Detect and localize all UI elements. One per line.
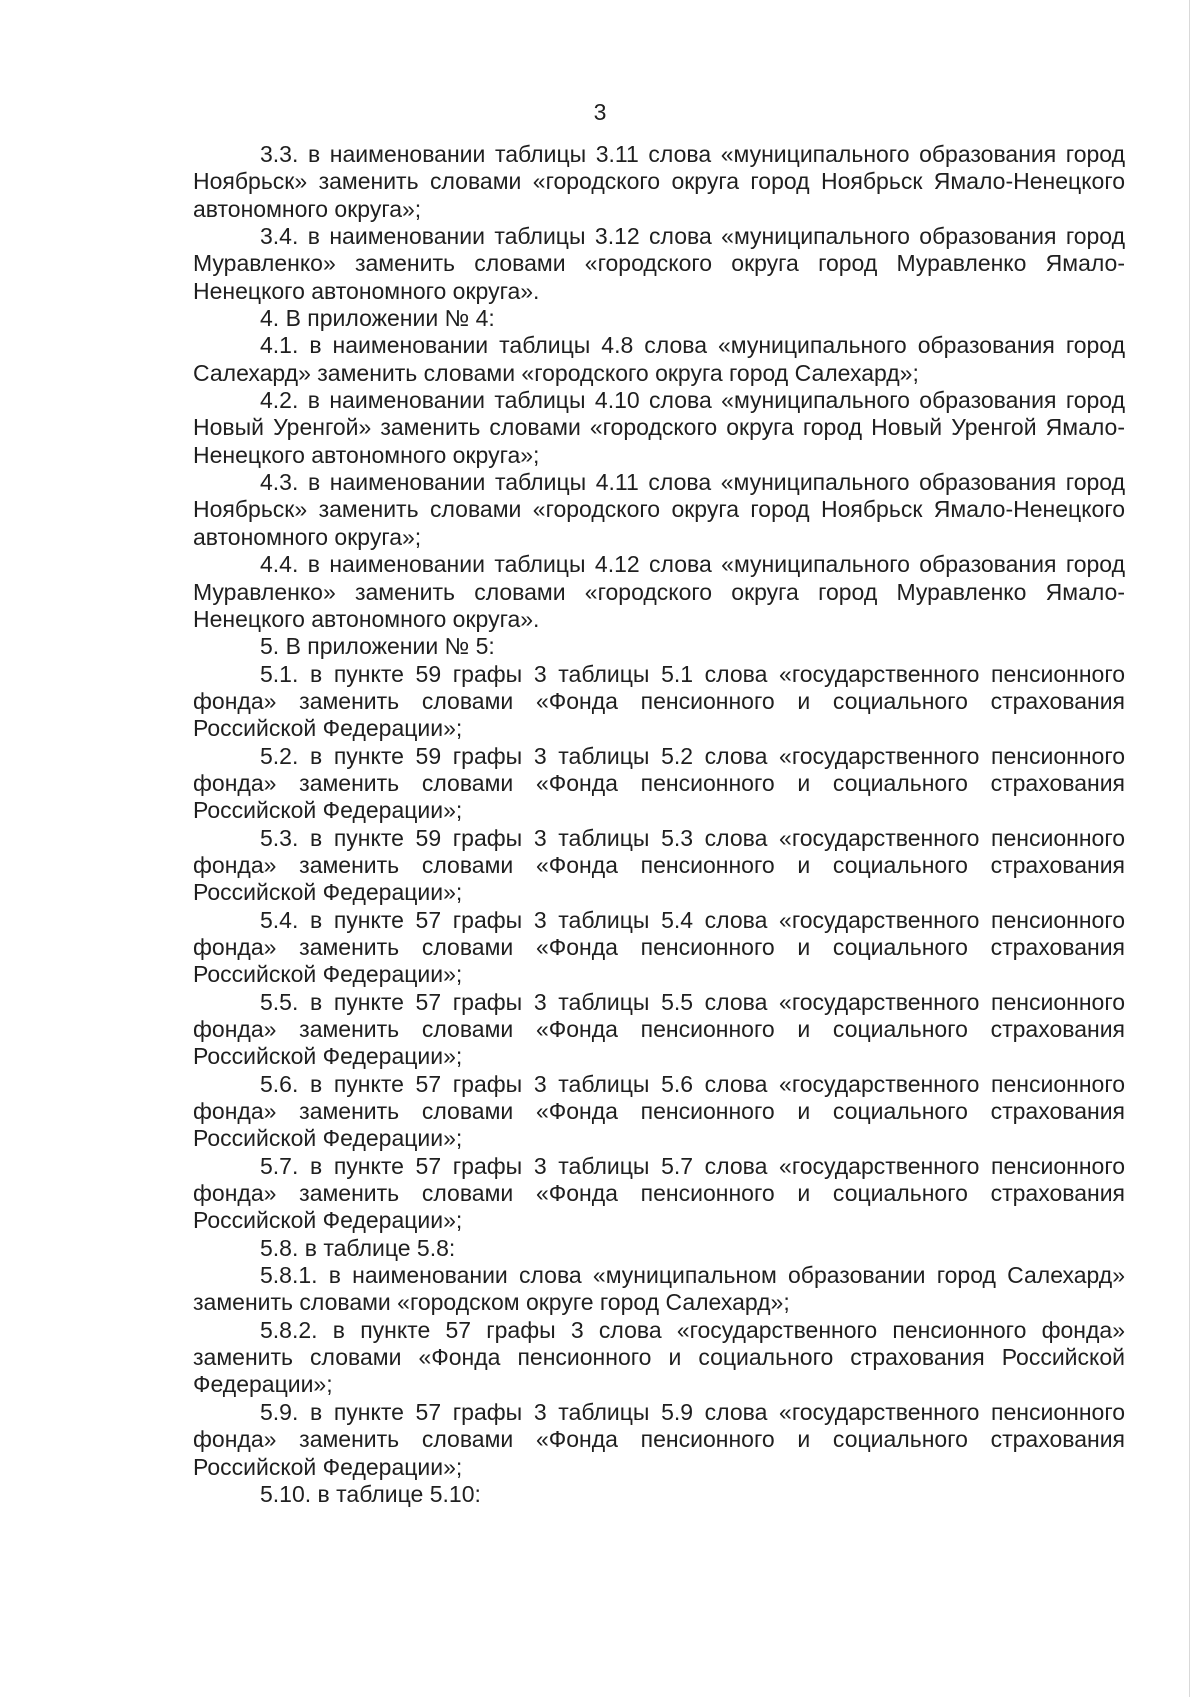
paragraph-4-2: 4.2. в наименовании таблицы 4.10 слова «муниципального образования город Новый Уренгой» заменить словами «городского округа город Новый Уренгой Ямало-Ненецкого автономного округа»; bbox=[193, 387, 1125, 468]
paragraph-5-8-1: 5.8.1. в наименовании слова «муниципальном образовании город Салехард» заменить словами «городском округе город Салехард»; bbox=[193, 1262, 1125, 1316]
paragraph-5-8-2: 5.8.2. в пункте 57 графы 3 слова «государственного пенсионного фонда» заменить словами «Фонда пенсионного и социального страхования Российской Федерации»; bbox=[193, 1316, 1125, 1398]
paragraph-4-1: 4.1. в наименовании таблицы 4.8 слова «муниципального образования город Салехард» заменить словами «городского округа город Салехард»; bbox=[193, 332, 1125, 386]
paragraph-4-3: 4.3. в наименовании таблицы 4.11 слова «муниципального образования город Ноябрьск» заменить словами «городского округа город Ноябрьск Ямало-Ненецкого автономного округа»; bbox=[193, 469, 1125, 550]
paragraph-5-1: 5.1. в пункте 59 графы 3 таблицы 5.1 слова «государственного пенсионного фонда» заменить словами «Фонда пенсионного и социального страхования Российской Федерации»; bbox=[193, 660, 1125, 742]
paragraph-5-6: 5.6. в пункте 57 графы 3 таблицы 5.6 слова «государственного пенсионного фонда» заменить словами «Фонда пенсионного и социального страхования Российской Федерации»; bbox=[193, 1070, 1125, 1152]
paragraph-5: 5. В приложении № 5: bbox=[260, 633, 495, 660]
paragraph-5-2: 5.2. в пункте 59 графы 3 таблицы 5.2 слова «государственного пенсионного фонда» заменить словами «Фонда пенсионного и социального страхования Российской Федерации»; bbox=[193, 742, 1125, 824]
paragraph-5-5: 5.5. в пункте 57 графы 3 таблицы 5.5 слова «государственного пенсионного фонда» заменить словами «Фонда пенсионного и социального страхования Российской Федерации»; bbox=[193, 988, 1125, 1070]
paragraph-5-8: 5.8. в таблице 5.8: bbox=[260, 1234, 456, 1261]
paragraph-5-4: 5.4. в пункте 57 графы 3 таблицы 5.4 слова «государственного пенсионного фонда» заменить словами «Фонда пенсионного и социального страхования Российской Федерации»; bbox=[193, 906, 1125, 988]
paragraph-5-9: 5.9. в пункте 57 графы 3 таблицы 5.9 слова «государственного пенсионного фонда» заменить словами «Фонда пенсионного и социального страхования Российской Федерации»; bbox=[193, 1398, 1125, 1480]
page-edge-divider bbox=[1189, 0, 1190, 1697]
document-body bbox=[193, 141, 1125, 1508]
paragraph-3-3: 3.3. в наименовании таблицы 3.11 слова «муниципального образования город Ноябрьск» заменить словами «городского округа город Ноябрьск Ямало-Ненецкого автономного округа»; bbox=[193, 141, 1125, 222]
paragraph-4-4: 4.4. в наименовании таблицы 4.12 слова «муниципального образования город Муравленко» заменить словами «городского округа город Муравленко Ямало-Ненецкого автономного округа». bbox=[193, 551, 1125, 632]
paragraph-5-10: 5.10. в таблице 5.10: bbox=[260, 1480, 481, 1507]
paragraph-5-7: 5.7. в пункте 57 графы 3 таблицы 5.7 слова «государственного пенсионного фонда» заменить словами «Фонда пенсионного и социального страхования Российской Федерации»; bbox=[193, 1152, 1125, 1234]
paragraph-4: 4. В приложении № 4: bbox=[260, 305, 495, 332]
page-number: 3 bbox=[593, 99, 607, 125]
paragraph-3-4: 3.4. в наименовании таблицы 3.12 слова «муниципального образования город Муравленко» заменить словами «городского округа город Муравленко Ямало-Ненецкого автономного округа». bbox=[193, 223, 1125, 304]
paragraph-5-3: 5.3. в пункте 59 графы 3 таблицы 5.3 слова «государственного пенсионного фонда» заменить словами «Фонда пенсионного и социального страхования Российской Федерации»; bbox=[193, 824, 1125, 906]
